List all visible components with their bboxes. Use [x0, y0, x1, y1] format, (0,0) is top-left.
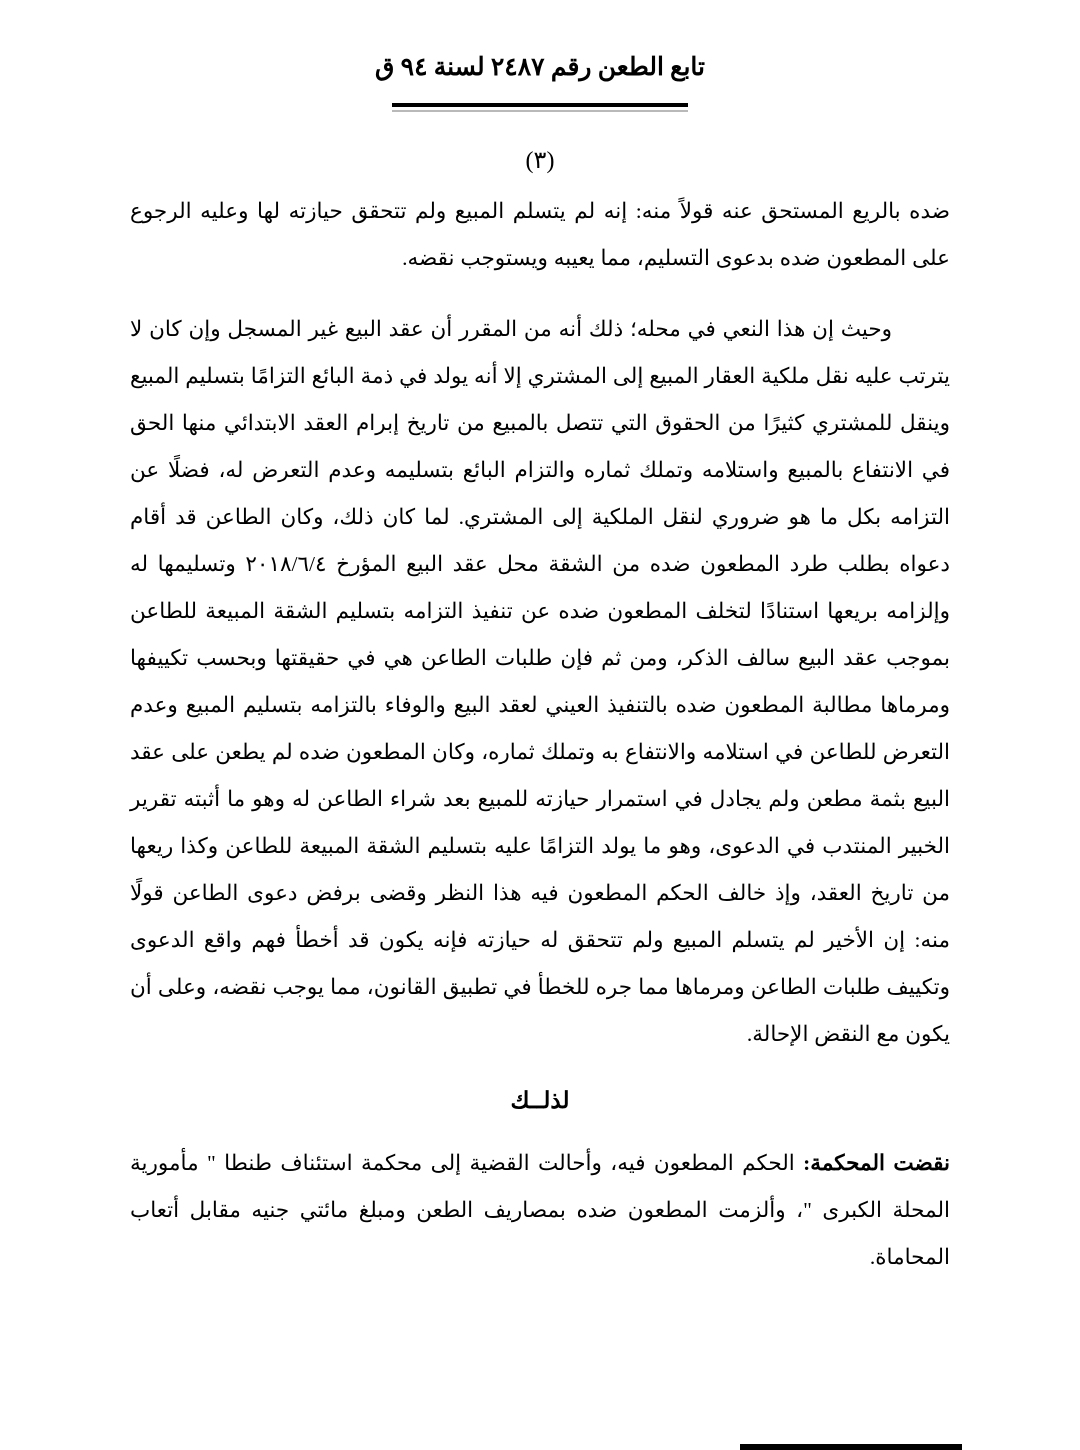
paragraph-continuation: ضده بالريع المستحق عنه قولاً منه: إنه لم يتسلم المبيع ولم تتحقق حيازته لها وعليه الرجوع على المطعون ضده بدعوى التسليم، مما يعيبه ويستوجب نقضه.: [130, 199, 950, 270]
paragraph-reasoning: وحيث إن هذا النعي في محله؛ ذلك أنه من المقرر أن عقد البيع غير المسجل وإن كان لا يترتب عليه نقل ملكية العقار المبيع إلى المشتري إلا أنه يولد في ذمة البائع التزامًا بتسليم المبيع وينقل للمشتري كثيرًا من الحقوق التي تتصل بالمبيع من تاريخ إبرام العقد الابتدائي منها الحق في الانتفاع بالمبيع واستلامه وتملك ثماره والتزام البائع بتسليمه وعدم التعرض له، فضلًا عن التزامه بكل ما هو ضروري لنقل الملكية إلى المشتري. لما كان ذلك، وكان الطاعن قد أقام دعواه بطلب طرد المطعون ضده من الشقة محل عقد البيع المؤرخ ٢٠١٨/٦/٤ وتسليمها له وإلزامه بريعها استنادًا لتخلف المطعون ضده عن تنفيذ التزامه بتسليم الشقة المبيعة للطاعن بموجب عقد البيع سالف الذكر، ومن ثم فإن طلبات الطاعن هي في حقيقتها وبحسب تكييفها ومرماها مطالبة المطعون ضده بالتنفيذ العيني لعقد البيع والوفاء بالتزامه بتسليم المبيع وعدم التعرض للطاعن في استلامه والانتفاع به وتملك ثماره، وكان المطعون ضده لم يطعن على عقد البيع بثمة مطعن ولم يجادل في استمرار حيازته للمبيع بعد شراء الطاعن له وهو ما أثبته تقرير الخبير المنتدب في الدعوى، وهو ما يولد التزامًا عليه بتسليم الشقة المبيعة للطاعن وكذا ريعها من تاريخ العقد، وإذ خالف الحكم المطعون فيه هذا النظر وقضى برفض دعوى الطاعن قولًا منه: إن الأخير لم يتسلم المبيع ولم تتحقق له حيازته فإنه يكون قد أخطأ فهم واقع الدعوى وتكييف طلبات الطاعن ومرماها مما جره للخطأ في تطبيق القانون، مما يوجب نقضه، وعلى أن يكون مع النقض الإحالة.: [130, 317, 951, 1046]
ruling-text: الحكم المطعون فيه، وأحالت القضية إلى محكمة استئناف طنطا " مأمورية المحلة الكبرى "، وألزمت المطعون ضده بمصاريف الطعن ومبلغ مائتي جنيه مقابل أتعاب المحاماة.: [130, 1151, 950, 1269]
bottom-edge-bar: [740, 1444, 962, 1450]
header-rule-thick: [392, 103, 688, 107]
header-rule-thin: [392, 110, 688, 112]
document-body: [130, 188, 950, 1281]
section-heading-therefore: لذلــك: [510, 1088, 570, 1113]
page-header: [130, 52, 950, 112]
header-divider: [392, 103, 688, 112]
paragraph-ruling: [130, 1140, 950, 1281]
page-number: (٣): [525, 148, 555, 174]
ruling-label: نقضت المحكمة:: [803, 1151, 950, 1175]
header-title: تابع الطعن رقم ٢٤٨٧ لسنة ٩٤ ق: [374, 54, 706, 81]
